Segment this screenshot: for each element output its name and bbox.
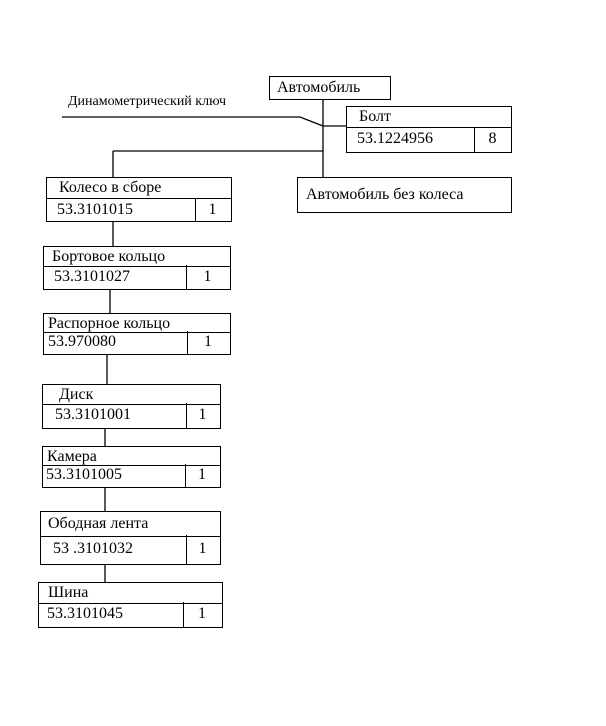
tool-connector (62, 117, 323, 126)
part-code: 53.3101045 (39, 602, 184, 627)
part-code: 53.3101001 (43, 403, 187, 428)
part-node-spacer-ring (43, 313, 231, 355)
part-qty: 1 (198, 406, 207, 423)
part-name: Шина (39, 583, 222, 604)
part-qty: 1 (198, 540, 207, 557)
part-code: 53.3101027 (44, 265, 187, 289)
part-name: Бортовое кольцо (44, 247, 230, 267)
bolt-node (346, 106, 512, 153)
bolt-code: 53.1224956 (347, 127, 475, 152)
part-qty: 1 (204, 333, 212, 350)
root-label: Автомобиль (277, 79, 361, 96)
bolt-name: Болт (347, 107, 511, 128)
result-label: Автомобиль без колеса (306, 186, 464, 203)
result-node (297, 177, 512, 213)
part-name: Диск (43, 385, 220, 405)
part-code: 53.970080 (44, 331, 188, 354)
part-code: 53 .3101032 (41, 535, 187, 564)
part-code: 53.3101015 (47, 198, 196, 221)
part-node-tire (38, 582, 223, 628)
part-qty: 1 (198, 605, 206, 622)
part-name: Распорное кольцо (44, 314, 230, 333)
part-name: Ободная лента (41, 512, 220, 537)
part-node-disc (42, 384, 221, 429)
part-node-tube (42, 446, 221, 488)
bolt-qty: 8 (488, 130, 497, 147)
part-qty: 1 (208, 201, 217, 218)
part-code: 53.3101005 (43, 464, 186, 487)
part-qty: 1 (203, 268, 212, 285)
root-node (269, 76, 391, 100)
tool-label: Динамометрический ключ (68, 94, 227, 109)
part-qty: 1 (198, 466, 206, 483)
part-name: Камера (43, 447, 220, 466)
part-node-rim-tape (40, 511, 221, 565)
part-node-side-ring (43, 246, 231, 290)
part-name: Колесо в сборе (47, 178, 231, 199)
part-node-wheel-assembly (46, 177, 232, 222)
